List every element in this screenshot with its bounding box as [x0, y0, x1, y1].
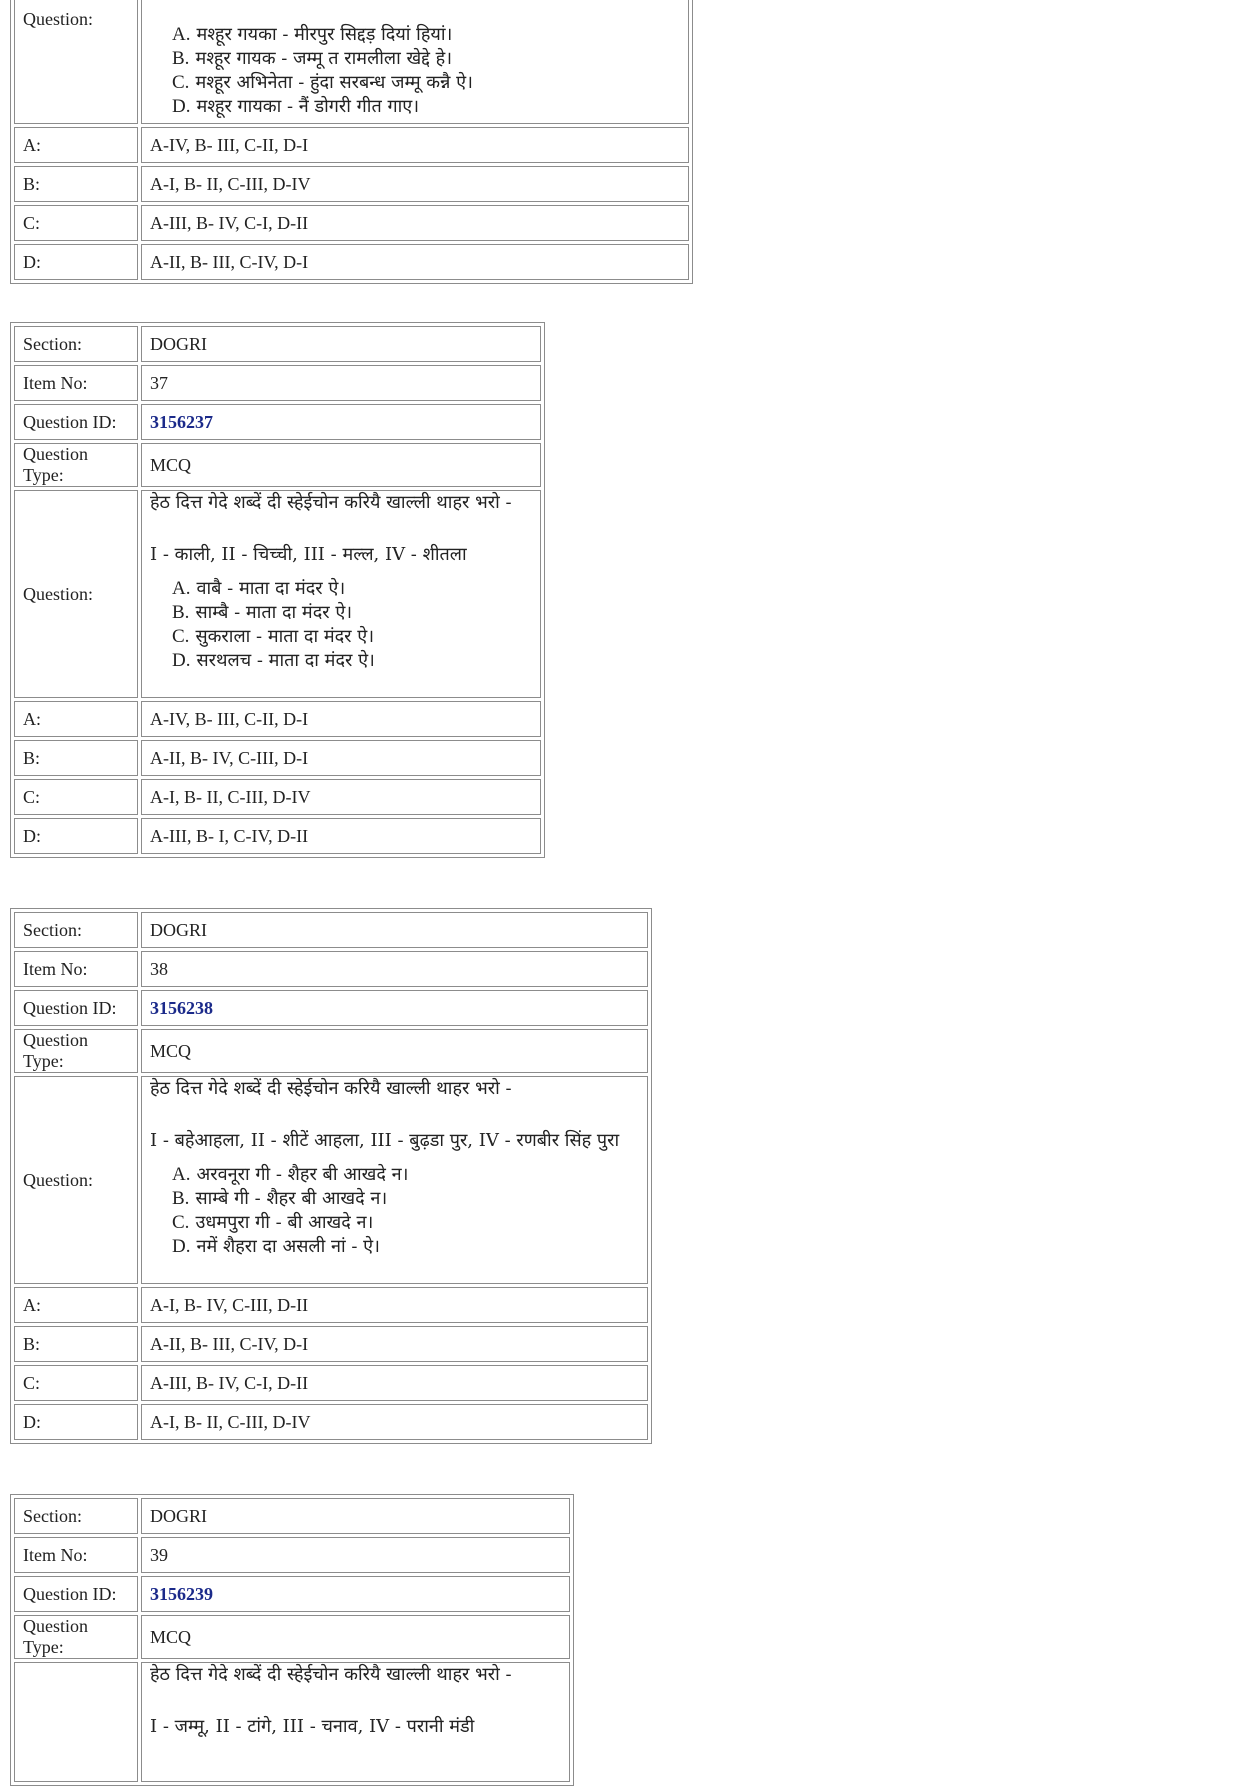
option-label: B: — [14, 166, 138, 202]
question-block-38 — [10, 908, 652, 1444]
section-value: DOGRI — [141, 326, 541, 362]
section-label: Section: — [14, 326, 138, 362]
section-label: Section: — [14, 912, 138, 948]
option-value: A-IV, B- III, C-II, D-I — [141, 701, 541, 737]
question-type-value: MCQ — [141, 443, 541, 487]
question-type-label: Question Type: — [14, 1615, 138, 1659]
sub-item: D. सरथलच - माता दा मंदर ऐ। — [172, 650, 375, 671]
item-no-value: 39 — [141, 1537, 570, 1573]
option-value: A-III, B- IV, C-I, D-II — [141, 205, 689, 241]
option-value: A-I, B- II, C-III, D-IV — [141, 166, 689, 202]
question-instruction: हेठ दित्त गेदे शब्दें दी स्हेईचोन करियै खाल्ली थाहर भरो - — [150, 1664, 512, 1685]
item-no-value: 38 — [141, 951, 648, 987]
question-text — [141, 1076, 648, 1284]
option-value: A-II, B- III, C-IV, D-I — [141, 1326, 648, 1362]
sub-item: C. उधमपुरा गी - बी आखदे न। — [172, 1212, 374, 1233]
question-label: Question: — [14, 490, 138, 698]
option-value: A-IV, B- III, C-II, D-I — [141, 127, 689, 163]
option-value: A-I, B- IV, C-III, D-II — [141, 1287, 648, 1323]
question-type-value: MCQ — [141, 1615, 570, 1659]
item-no-label: Item No: — [14, 365, 138, 401]
sub-item: A. अरवनूरा गी - शैहर बी आखदे न। — [172, 1164, 409, 1185]
question-id-label: Question ID: — [14, 404, 138, 440]
sub-item: C. सुकराला - माता दा मंदर ऐ। — [172, 626, 375, 647]
section-value: DOGRI — [141, 912, 648, 948]
question-label: Question: — [14, 0, 138, 124]
question-instruction: हेठ दित्त गेदे शब्दें दी स्हेईचोन करियै खाल्ली थाहर भरो - — [150, 1078, 512, 1099]
option-label: B: — [14, 1326, 138, 1362]
question-text — [141, 0, 689, 124]
question-id-value: 3156237 — [141, 404, 541, 440]
question-id-label: Question ID: — [14, 1576, 138, 1612]
question-label: Question: — [14, 1076, 138, 1284]
sub-item: A. मश्हूर गयका - मीरपुर सिद्दड़ दियां हियां। — [172, 24, 453, 45]
option-value: A-III, B- IV, C-I, D-II — [141, 1365, 648, 1401]
section-label: Section: — [14, 1498, 138, 1534]
item-no-value: 37 — [141, 365, 541, 401]
sub-item: C. मश्हूर अभिनेता - हुंदा सरबन्ध जम्मू कन्नै ऐ। — [172, 72, 473, 93]
option-label: D: — [14, 1404, 138, 1440]
option-value: A-II, B- III, C-IV, D-I — [141, 244, 689, 280]
question-id-value: 3156238 — [141, 990, 648, 1026]
question-label — [14, 1662, 138, 1782]
option-label: C: — [14, 205, 138, 241]
option-label: C: — [14, 779, 138, 815]
option-label: A: — [14, 1287, 138, 1323]
sub-item: A. वाबै - माता दा मंदर ऐ। — [172, 578, 346, 599]
sub-item: B. साम्बे गी - शैहर बी आखदे न। — [172, 1188, 388, 1209]
sub-item: B. साम्बै - माता दा मंदर ऐ। — [172, 602, 353, 623]
question-list: I - काली, II - चिच्ची, III - मल्ल, IV - शीतला — [150, 544, 467, 565]
sub-item: D. मश्हूर गायका - नैं डोगरी गीत गाए। — [172, 96, 420, 117]
sub-item: D. नमें शैहरा दा असली नां - ऐ। — [172, 1236, 380, 1257]
question-type-label: Question Type: — [14, 443, 138, 487]
option-label: A: — [14, 701, 138, 737]
question-list: I - जम्मू, II - टांगे, III - चनाव, IV - परानी मंडी — [150, 1716, 475, 1737]
question-block-39 — [10, 1494, 574, 1786]
option-label: A: — [14, 127, 138, 163]
option-label: B: — [14, 740, 138, 776]
question-type-value: MCQ — [141, 1029, 648, 1073]
option-label: D: — [14, 244, 138, 280]
question-type-label: Question Type: — [14, 1029, 138, 1073]
option-value: A-II, B- IV, C-III, D-I — [141, 740, 541, 776]
question-list: I - बहेआहला, II - शीटें आहला, III - बुढ़डा पुर, IV - रणबीर सिंह पुरा — [150, 1130, 620, 1151]
item-no-label: Item No: — [14, 1537, 138, 1573]
question-text — [141, 1662, 570, 1782]
option-label: D: — [14, 818, 138, 854]
option-value: A-I, B- II, C-III, D-IV — [141, 779, 541, 815]
question-instruction: हेठ दित्त गेदे शब्दें दी स्हेईचोन करियै खाल्ली थाहर भरो - — [150, 492, 512, 513]
question-id-label: Question ID: — [14, 990, 138, 1026]
section-value: DOGRI — [141, 1498, 570, 1534]
sub-item: B. मश्हूर गायक - जम्मू त रामलीला खेद्दे हे। — [172, 48, 453, 69]
item-no-label: Item No: — [14, 951, 138, 987]
question-block-37 — [10, 322, 545, 858]
question-id-value: 3156239 — [141, 1576, 570, 1612]
question-text — [141, 490, 541, 698]
option-label: C: — [14, 1365, 138, 1401]
option-value: A-III, B- I, C-IV, D-II — [141, 818, 541, 854]
question-block-36 — [10, 0, 693, 284]
option-value: A-I, B- II, C-III, D-IV — [141, 1404, 648, 1440]
